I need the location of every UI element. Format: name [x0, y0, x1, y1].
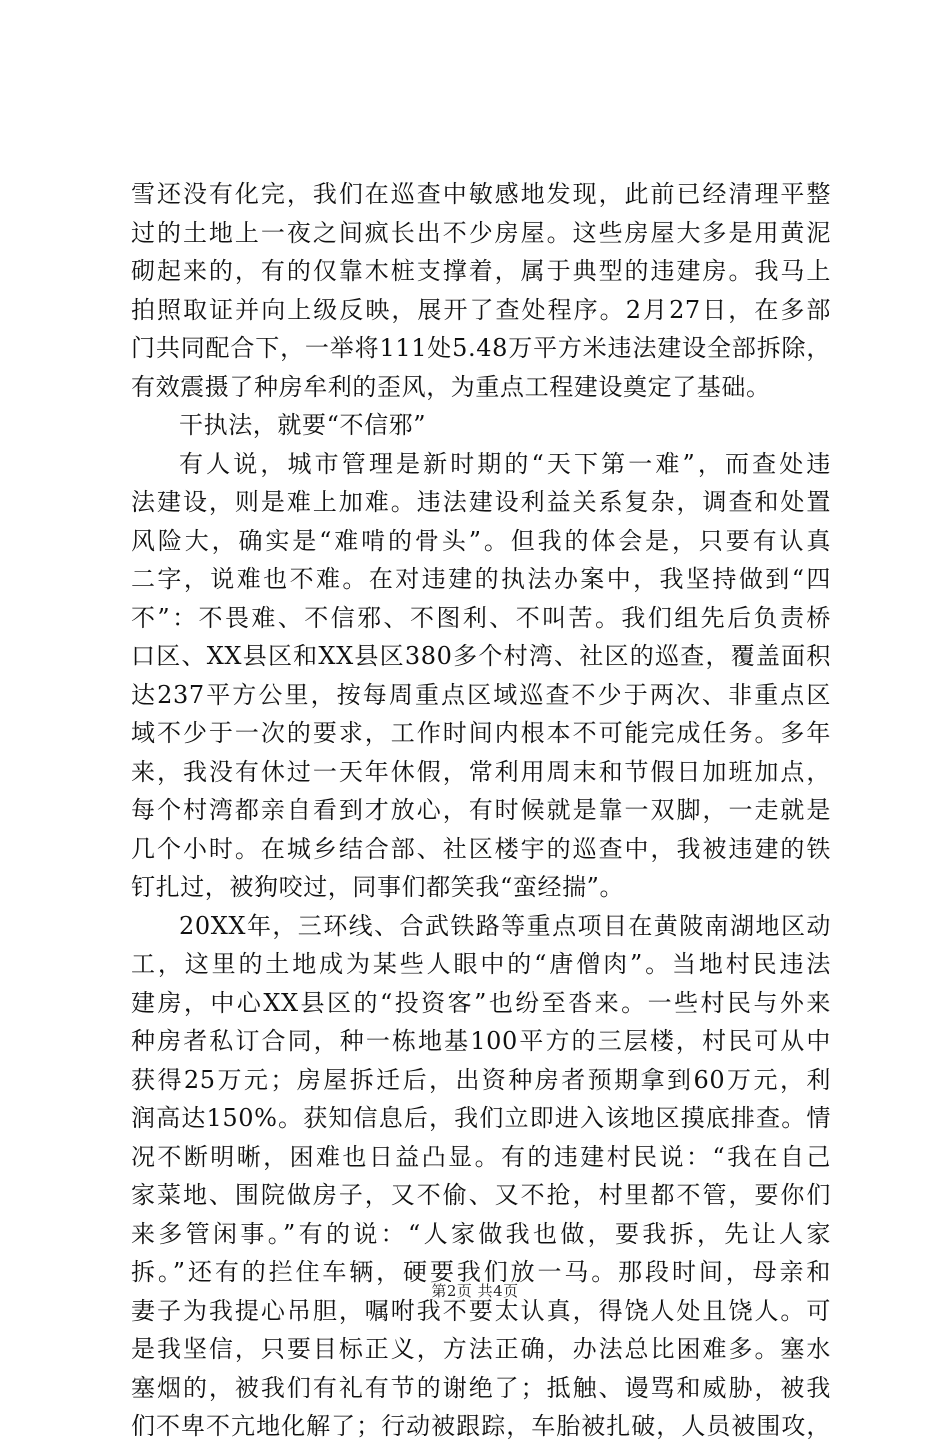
- text-line: 口区、XX县区和XX县区380多个村湾、社区的巡查，覆盖面积: [131, 642, 831, 670]
- text-line: 有人说，城市管理是新时期的“天下第一难”，而查处违: [179, 449, 831, 478]
- text-line: 塞烟的，被我们有礼有节的谢绝了；抵触、谩骂和威胁，被我: [131, 1373, 831, 1402]
- text-line: 雪还没有化完，我们在巡查中敏感地发现，此前已经清理平整: [131, 180, 831, 208]
- text-line: 建房，中心XX县区的“投资客”也纷至沓来。一些村民与外来: [131, 988, 831, 1017]
- text-line: 20XX年，三环线、合武铁路等重点项目在黄陂南湖地区动: [179, 911, 831, 940]
- text-line: 每个村湾都亲自看到才放心，有时候就是靠一双脚，一走就是: [131, 796, 831, 824]
- page-footer: 第2页 共4页: [431, 1282, 519, 1300]
- text-line: 获得25万元；房屋拆迁后，出资种房者预期拿到60万元，利: [131, 1065, 831, 1094]
- text-line: 不”：不畏难、不信邪、不图利、不叫苦。我们组先后负责桥: [131, 603, 831, 632]
- text-line: 工，这里的土地成为某些人眼中的“唐僧肉”。当地村民违法: [131, 950, 831, 978]
- text-line: 干执法，就要“不信邪”: [179, 411, 427, 439]
- text-line: 来多管闲事。”有的说：“人家做我也做，要我拆，先让人家: [131, 1219, 831, 1248]
- text-line: 们不卑不亢地化解了；行动被跟踪，车胎被扎破，人员被围攻，: [131, 1412, 831, 1440]
- text-line: 钉扎过，被狗咬过，同事们都笑我“蛮经揣”。: [131, 873, 625, 901]
- text-line: 过的土地上一夜之间疯长出不少房屋。这些房屋大多是用黄泥: [131, 218, 831, 247]
- text-line: 拆。”还有的拦住车辆，硬要我们放一马。那段时间，母亲和: [131, 1258, 831, 1286]
- text-line: 二字，说难也不难。在对违建的执法办案中，我坚持做到“四: [131, 565, 831, 593]
- text-line: 来，我没有休过一天年休假，常利用周末和节假日加班加点，: [131, 757, 831, 786]
- text-line: 法建设，则是难上加难。违法建设利益关系复杂，调查和处置: [131, 488, 831, 516]
- text-line: 润高达150%。获知信息后，我们立即进入该地区摸底排查。情: [131, 1104, 831, 1132]
- text-line: 达237平方公里，按每周重点区域巡查不少于两次、非重点区: [131, 680, 831, 709]
- text-line: 拍照取证并向上级反映，展开了查处程序。2月27日，在多部: [131, 295, 831, 324]
- text-line: 域不少于一次的要求，工作时间内根本不可能完成任务。多年: [131, 719, 831, 747]
- text-line: 几个小时。在城乡结合部、社区楼宇的巡查中，我被违建的铁: [131, 834, 831, 863]
- text-line: 况不断明晰，困难也日益凸显。有的违建村民说：“我在自己: [131, 1142, 831, 1171]
- text-line: 妻子为我提心吊胆，嘱咐我不要太认真，得饶人处且饶人。可: [131, 1296, 831, 1325]
- text-line: 有效震摄了种房牟利的歪风，为重点工程建设奠定了基础。: [131, 372, 771, 401]
- text-line: 是我坚信，只要目标正义，方法正确，办法总比困难多。塞水: [131, 1335, 831, 1363]
- text-line: 砌起来的，有的仅靠木桩支撑着，属于典型的违建房。我马上: [131, 257, 831, 285]
- text-line: 家菜地、围院做房子，又不偷、又不抢，村里都不管，要你们: [131, 1181, 831, 1209]
- text-line: 门共同配合下，一举将111处5.48万平方米违法建设全部拆除，: [131, 334, 831, 362]
- text-line: 种房者私订合同，种一栋地基100平方的三层楼，村民可从中: [131, 1027, 831, 1055]
- document-body: [131, 175, 831, 1446]
- text-line: 风险大，确实是“难啃的骨头”。但我的体会是，只要有认真: [131, 526, 831, 555]
